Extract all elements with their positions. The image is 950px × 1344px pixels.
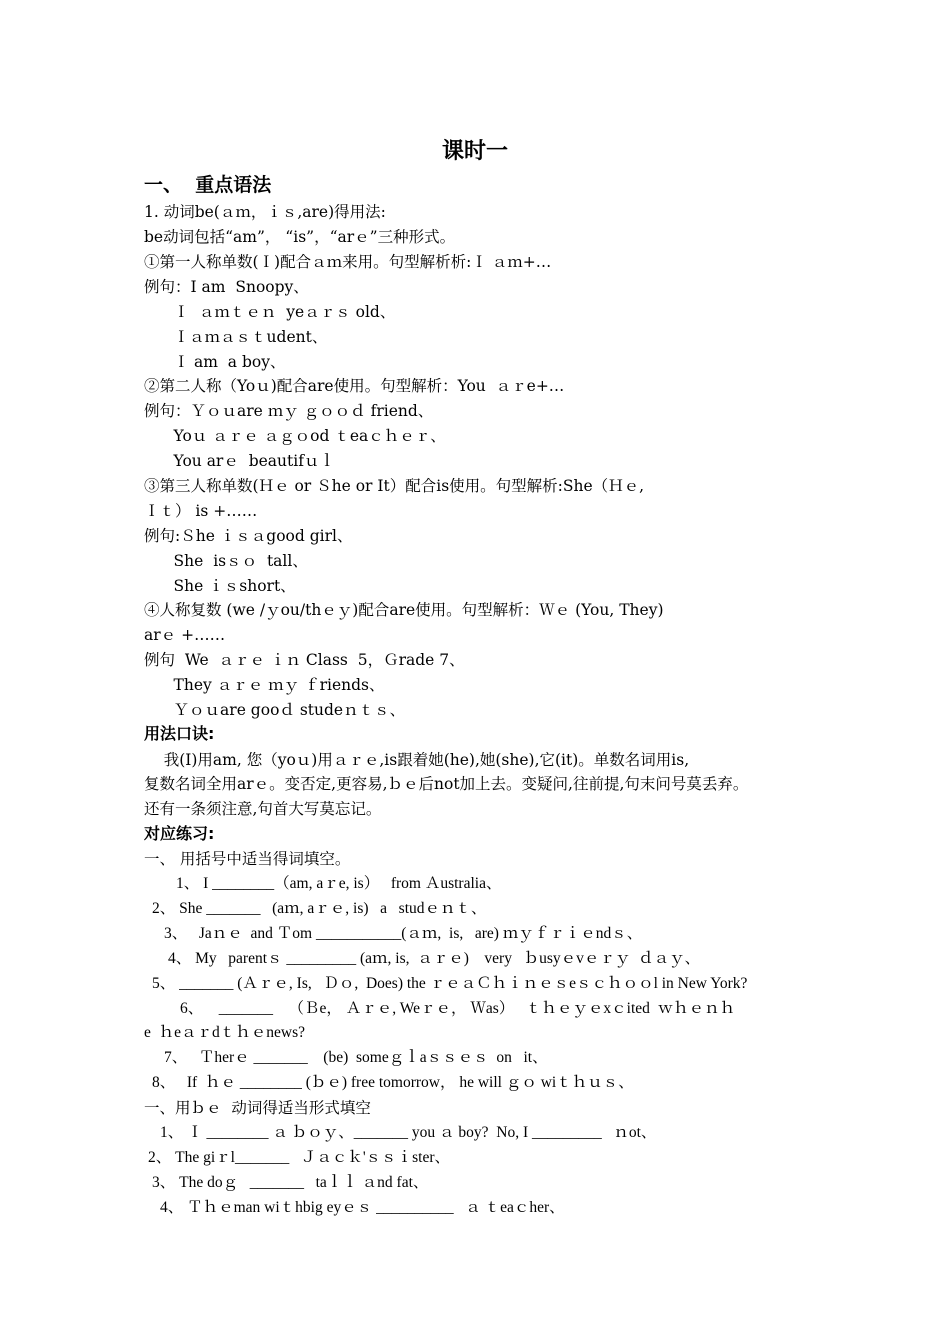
mnemonic-heading: 用法口诀:: [144, 724, 215, 743]
grammar-line: arｅ +……: [144, 626, 226, 644]
exercise-item: 1、 I ________（am, aｒe, is） from Ａustralia、: [176, 875, 502, 892]
grammar-line: 例句：I am Snoopy、: [144, 278, 309, 296]
practice-heading: 对应练习:: [144, 824, 215, 843]
grammar-line: 例句 We ａｒｅ ｉｎ Class 5，Ｇrade 7、: [144, 651, 465, 669]
grammar-line: Ｉａｍａｓｔudent、: [144, 328, 328, 346]
exercise-item: 4、 My parentｓ _________ (aｍ, is, ａｒｅ) very ｂusyｅvｅｒｙ ｄａｙ、: [168, 950, 701, 967]
exercise-heading: 一、 用括号中适当得词填空。: [144, 850, 351, 868]
page-title: 课时一: [441, 139, 508, 164]
grammar-line: be动词包括“am”， “is”，“arｅ”三种形式。: [144, 228, 456, 246]
mnemonic-line: 还有一条须注意,句首大写莫忘记。: [144, 800, 382, 818]
grammar-line: Ｉ am a boy、: [144, 353, 286, 371]
grammar-line: ④人称复数 (we /ｙou/thｅｙ)配合are使用。句型解析：Ｗｅ (You, They): [144, 601, 664, 619]
grammar-line: She isｓｏ tall、: [144, 552, 308, 570]
exercise-item: 4、 Ｔｈｅman wiｔhbig eyｅｓ __________ ａ ｔeaｃher、: [160, 1199, 565, 1216]
grammar-line: Ｙｏｕare gooｄ studeｎｔｓ、: [144, 701, 406, 719]
exercise-item: 3、 Jaｎｅ and Ｔom ___________(ａｍ, is, are) ｍｙｆｒｉｅndｓ、: [164, 925, 643, 942]
mnemonic-line: 我(I)用am, 您（yoｕ)用ａｒｅ,is跟着她(he),她(she),它(it)。单数名词用is,: [144, 751, 690, 769]
exercise-item: 7、 Ｔherｅ _______ (be) someｇｌaｓｓｅｓ on it、: [164, 1049, 548, 1066]
exercise-heading: 一、用ｂｅ 动词得适当形式填空: [144, 1099, 371, 1117]
grammar-line: ①第一人称单数(Ｉ)配合ａｍ来用。句型解析析:Ｉ ａｍ+…: [144, 253, 552, 271]
grammar-line: They ａｒｅ ｍｙ ｆriends、: [144, 676, 385, 694]
exercise-item: 3、 The doｇ _______ taｌｌ ａnd fat、: [152, 1174, 429, 1191]
grammar-line: 例句:Ｓhe ｉｓａgood girl、: [144, 527, 353, 545]
grammar-line: 例句：Ｙｏｕare ｍｙ ｇｏｏｄ friend、: [144, 402, 434, 420]
grammar-line: You arｅ beautifｕｌ: [144, 452, 335, 470]
grammar-line: ②第二人称（Yoｕ)配合are使用。句型解析：You ａｒe+…: [144, 377, 565, 395]
grammar-line: Yoｕ ａｒｅ ａｇｏod ｔeaｃｈｅｒ、: [144, 427, 446, 445]
grammar-line: ③第三人称单数(Ｈｅ or Ｓhe or It）配合is使用。句型解析:She（Ｈｅ,: [144, 477, 645, 495]
exercise-item: 8、 If ｈｅ ________ (ｂｅ) free tomorrow， he will ｇｏ wiｔｈｕｓ、: [152, 1074, 634, 1091]
exercise-item: 1、 Ｉ ________ ａ ｂｏｙ、_______ you ａ boy? No, I _________ ｎot、: [160, 1124, 657, 1141]
exercise-item: 6、 _______ （Ｂe， Ａｒｅ, Weｒｅ， Ｗas） ｔｈｅｙｅxｃited ｗｈｅｎｈ: [180, 1000, 736, 1017]
mnemonic-line: 复数名词全用arｅ。变否定,更容易,ｂｅ后not加上去。变疑问,往前提,句末问号莫丢弃。: [144, 775, 749, 793]
grammar-line: She ｉｓshort、: [144, 577, 296, 595]
exercise-item: 5、 _______ (Ａｒｅ, Is, Ｄｏ, Does) the ｒｅａＣｈｉｎｅｓeｓｃｈｏｏl in New York?: [152, 975, 748, 992]
exercise-item: 2、 She _______ (aｍ, aｒｅ, is) a studｅｎｔ、: [152, 900, 487, 917]
exercise-item: e ｈeａｒdｔｈｅnews?: [144, 1024, 305, 1041]
exercise-item: 2、 The giｒl_______ Ｊａｃｋ'ｓｓｉster、: [148, 1149, 451, 1166]
section-heading-key-grammar: 一、 重点语法: [144, 174, 272, 196]
grammar-line: Ｉｔ） is +……: [144, 502, 258, 520]
grammar-line: Ｉ ａｍｔｅｎ yeａｒｓ old、: [144, 303, 396, 321]
grammar-line: 1. 动词be(ａｍ，ｉｓ,are)得用法:: [144, 203, 386, 221]
